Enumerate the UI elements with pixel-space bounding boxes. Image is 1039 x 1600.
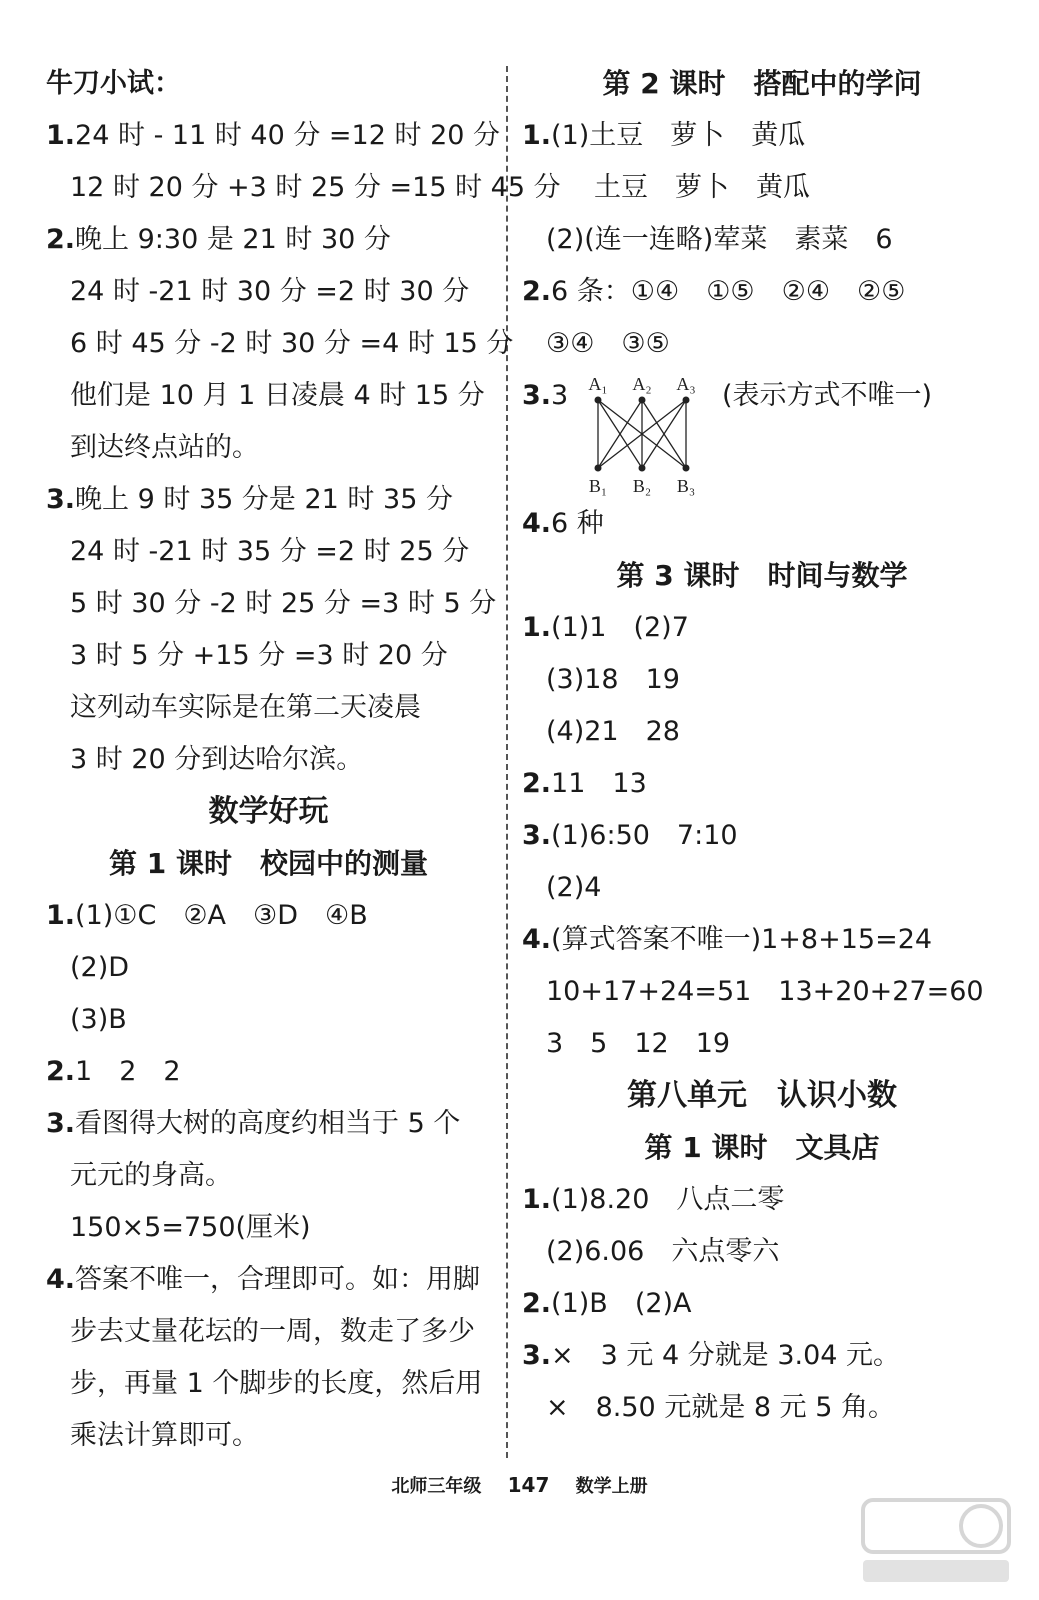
- answer-line: 3 时 20 分到达哈尔滨。: [70, 744, 364, 775]
- node-dot: [595, 397, 602, 404]
- question-number: 1.: [522, 612, 552, 643]
- answer-text: 6 条：①④ ①⑤ ②④ ②⑤: [551, 276, 906, 307]
- pairing-diagram: [576, 374, 706, 498]
- answer-line: [46, 1046, 491, 1098]
- left-column: [46, 58, 561, 1462]
- answer-line: [522, 914, 1002, 966]
- answer-text: (算式答案不唯一)1+8+15=24: [551, 924, 933, 955]
- answer-text: 晚上 9 时 35 分是 21 时 35 分: [75, 484, 453, 515]
- answer-text: (1)1 (2)7: [551, 612, 689, 643]
- answer-text: (1)土豆 萝卜 黄瓜: [551, 120, 806, 151]
- answer-line: 24 时 -21 时 30 分 =2 时 30 分: [70, 276, 470, 307]
- node-dot: [639, 465, 646, 472]
- question-number: 3.: [522, 380, 552, 411]
- answer-line: [46, 474, 491, 526]
- answer-text: 看图得大树的高度约相当于 5 个: [75, 1108, 461, 1139]
- lesson-heading: 第 2 课时 搭配中的学问: [602, 67, 922, 100]
- node-label: A₁: [588, 374, 608, 394]
- answer-line: 步去丈量花坛的一周，数走了多少: [70, 1316, 475, 1347]
- question-number: 1.: [46, 900, 76, 931]
- answer-text: 11 13: [551, 768, 647, 799]
- node-label: B₃: [676, 476, 696, 496]
- question-number: 3.: [46, 1108, 76, 1139]
- answer-text: 3: [551, 380, 569, 411]
- footer-grade: 北师三年级: [391, 1476, 482, 1497]
- answer-line: 他们是 10 月 1 日凌晨 4 时 15 分: [70, 380, 485, 411]
- answer-line: 3 时 5 分 +15 分 =3 时 20 分: [70, 640, 448, 671]
- answer-line: [522, 602, 1002, 654]
- answer-text: 答案不唯一，合理即可。如：用脚: [75, 1264, 481, 1295]
- answer-text: 1 2 2: [75, 1056, 181, 1087]
- answer-text: (1)①C ②A ③D ④B: [75, 900, 368, 931]
- answer-line: 元元的身高。: [70, 1160, 232, 1191]
- answer-line: [522, 370, 568, 422]
- answer-line: 150×5=750(厘米): [70, 1212, 311, 1243]
- node-dot: [639, 397, 646, 404]
- question-number: 4.: [46, 1264, 76, 1295]
- unit-heading: 数学好玩: [208, 794, 329, 829]
- matching-figure-row: [522, 370, 1002, 498]
- question-number: 3.: [522, 820, 552, 851]
- node-dot: [683, 465, 690, 472]
- answer-line: [522, 1174, 1002, 1226]
- node-label: A₃: [676, 374, 696, 394]
- question-number: 3.: [522, 1340, 552, 1371]
- answer-text: (1)B (2)A: [551, 1288, 692, 1319]
- answer-line: (3)B: [70, 1004, 127, 1035]
- question-number: 1.: [522, 1184, 552, 1215]
- answer-text: × 3 元 4 分就是 3.04 元。: [551, 1340, 901, 1371]
- answer-line: 这列动车实际是在第二天凌晨: [70, 692, 421, 723]
- answer-line: (4)21 28: [546, 716, 680, 747]
- question-number: 2.: [522, 768, 552, 799]
- answer-line: 乘法计算即可。: [70, 1420, 259, 1451]
- answer-text: 6 种: [551, 508, 604, 539]
- question-number: 2.: [522, 1288, 552, 1319]
- answer-line: (2)(连一连略)荤菜 素菜 6: [546, 224, 893, 255]
- node-dot: [595, 465, 602, 472]
- answer-text: 晚上 9:30 是 21 时 30 分: [75, 224, 391, 255]
- answer-text: (1)6:50 7:10: [551, 820, 738, 851]
- answer-line: 步，再量 1 个脚步的长度，然后用: [70, 1368, 483, 1399]
- answer-line: [522, 1278, 1002, 1330]
- watermark-logo: [851, 1490, 1021, 1590]
- question-number: 4.: [522, 508, 552, 539]
- question-number: 3.: [46, 484, 76, 515]
- answer-line: [522, 266, 1002, 318]
- answer-line: 到达终点站的。: [70, 432, 259, 463]
- answer-line: [522, 110, 1002, 162]
- answer-line: × 8.50 元就是 8 元 5 角。: [546, 1392, 896, 1423]
- answer-line: [522, 1330, 1002, 1382]
- footer-book: 数学上册: [575, 1476, 648, 1497]
- answer-line: [46, 214, 491, 266]
- page-number: 147: [507, 1473, 550, 1497]
- answer-line: (3)18 19: [546, 664, 680, 695]
- answer-line: [522, 758, 1002, 810]
- answer-line: 24 时 -21 时 35 分 =2 时 25 分: [70, 536, 470, 567]
- lesson-heading: 第 1 课时 校园中的测量: [109, 847, 428, 880]
- lesson-heading: 第 3 课时 时间与数学: [616, 559, 908, 592]
- node-label: A₂: [632, 374, 652, 394]
- node-dot: [683, 397, 690, 404]
- answer-line: (2)4: [546, 872, 602, 903]
- question-number: 2.: [522, 276, 552, 307]
- answer-line: 3 5 12 19: [546, 1028, 731, 1059]
- question-number: 2.: [46, 224, 76, 255]
- column-divider: [506, 66, 508, 1458]
- answer-line: (2)D: [70, 952, 130, 983]
- answer-line: [46, 1254, 491, 1306]
- answer-line: (2)6.06 六点零六: [546, 1236, 780, 1267]
- answer-text: (1)8.20 八点二零: [551, 1184, 785, 1215]
- question-number: 1.: [522, 120, 552, 151]
- unit-heading: 第八单元 认识小数: [627, 1078, 897, 1113]
- answer-line: [46, 1098, 491, 1150]
- right-column: [522, 58, 1002, 1434]
- section-label: 牛刀小试：: [46, 68, 181, 99]
- answer-line: 土豆 萝卜 黄瓜: [594, 172, 810, 203]
- node-label: B₁: [588, 476, 608, 496]
- question-number: 1.: [46, 120, 76, 151]
- answer-line: [46, 110, 501, 162]
- question-number: 4.: [522, 924, 552, 955]
- answer-line: [522, 810, 1002, 862]
- answer-line: 5 时 30 分 -2 时 25 分 =3 时 5 分: [70, 588, 497, 619]
- answer-line: 12 时 20 分 +3 时 25 分 =15 时 45 分: [70, 172, 561, 203]
- answer-line: [522, 498, 1002, 550]
- answer-line: [46, 890, 491, 942]
- answer-line: 10+17+24=51 13+20+27=60: [546, 976, 984, 1007]
- answer-line: ③④ ③⑤: [546, 328, 670, 359]
- figure-note: (表示方式不唯一): [722, 380, 933, 411]
- question-number: 2.: [46, 1056, 76, 1087]
- lesson-heading: 第 1 课时 文具店: [644, 1131, 880, 1164]
- node-label: B₂: [632, 476, 652, 496]
- answer-text: 24 时 - 11 时 40 分 =12 时 20 分: [75, 120, 501, 151]
- answer-line: 6 时 45 分 -2 时 30 分 =4 时 15 分: [70, 328, 514, 359]
